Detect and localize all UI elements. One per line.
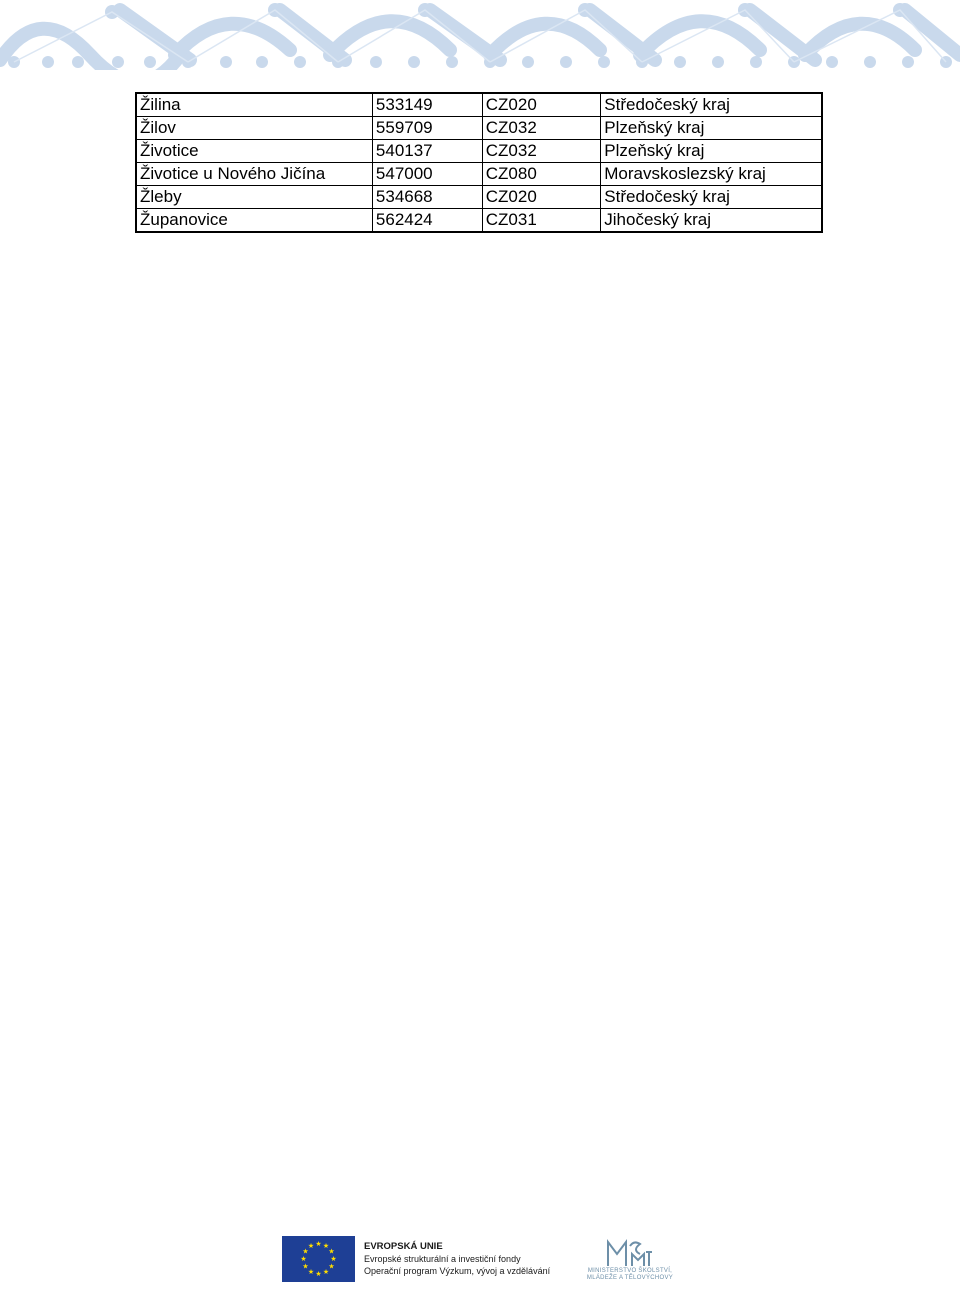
table-row — [136, 163, 822, 186]
svg-text:★: ★ — [307, 1268, 315, 1276]
svg-text:★: ★ — [302, 1262, 309, 1271]
table-row — [136, 117, 822, 140]
municipality-code: 547000 — [372, 163, 482, 186]
header-decorative-banner — [0, 0, 960, 70]
municipality-name: Žilov — [136, 117, 372, 140]
region-name: Plzeňský kraj — [601, 117, 822, 140]
msmt-emblem-icon — [604, 1238, 654, 1268]
nuts-code: CZ032 — [482, 117, 601, 140]
svg-text:★: ★ — [328, 1262, 335, 1271]
municipality-code: 534668 — [372, 186, 482, 209]
region-name: Středočeský kraj — [601, 186, 822, 209]
svg-text:★: ★ — [322, 1242, 330, 1250]
municipality-code: 562424 — [372, 209, 482, 233]
svg-text:★: ★ — [328, 1247, 335, 1256]
nuts-code: CZ020 — [482, 186, 601, 209]
nuts-code: CZ080 — [482, 163, 601, 186]
municipality-name: Županovice — [136, 209, 372, 233]
region-name: Moravskoslezský kraj — [601, 163, 822, 186]
table-row — [136, 186, 822, 209]
eu-program-line: Operační program Výzkum, vývoj a vzdělávání — [364, 1266, 551, 1276]
nuts-code: CZ031 — [482, 209, 601, 233]
msmt-line-2: MLÁDEŽE A TĚLOVÝCHOVY — [586, 1275, 674, 1281]
svg-text:★: ★ — [307, 1242, 315, 1250]
municipality-name: Životice u Nového Jičína — [136, 163, 372, 186]
eu-title: EVROPSKÁ UNIE — [364, 1241, 443, 1252]
svg-text:★: ★ — [302, 1247, 309, 1256]
region-name: Středočeský kraj — [601, 93, 822, 117]
eu-funds-line: Evropské strukturální a investiční fondy — [364, 1254, 521, 1264]
table-row — [136, 140, 822, 163]
municipality-code: 540137 — [372, 140, 482, 163]
msmt-logo — [580, 1238, 680, 1282]
footer-logos — [282, 1236, 682, 1284]
msmt-caption — [580, 1268, 680, 1282]
region-name: Plzeňský kraj — [601, 140, 822, 163]
municipality-code: 533149 — [372, 93, 482, 117]
eu-flag-icon — [282, 1236, 355, 1282]
table-row — [136, 209, 822, 233]
svg-text:★: ★ — [315, 1270, 322, 1278]
msmt-line-1: MINISTERSTVO ŠKOLSTVÍ, — [587, 1268, 673, 1274]
svg-text:★: ★ — [330, 1255, 337, 1263]
region-name: Jihočeský kraj — [601, 209, 822, 233]
municipality-code: 559709 — [372, 117, 482, 140]
municipality-name: Žleby — [136, 186, 372, 209]
municipality-table — [135, 92, 823, 233]
svg-text:★: ★ — [322, 1268, 330, 1276]
eu-funding-text — [364, 1241, 550, 1277]
nuts-code: CZ020 — [482, 93, 601, 117]
svg-text:★: ★ — [300, 1255, 307, 1263]
municipality-name: Žilina — [136, 93, 372, 117]
nuts-code: CZ032 — [482, 140, 601, 163]
table-row — [136, 93, 822, 117]
banner-pattern-graphic — [0, 0, 960, 70]
svg-text:★: ★ — [315, 1240, 322, 1248]
municipality-name: Životice — [136, 140, 372, 163]
